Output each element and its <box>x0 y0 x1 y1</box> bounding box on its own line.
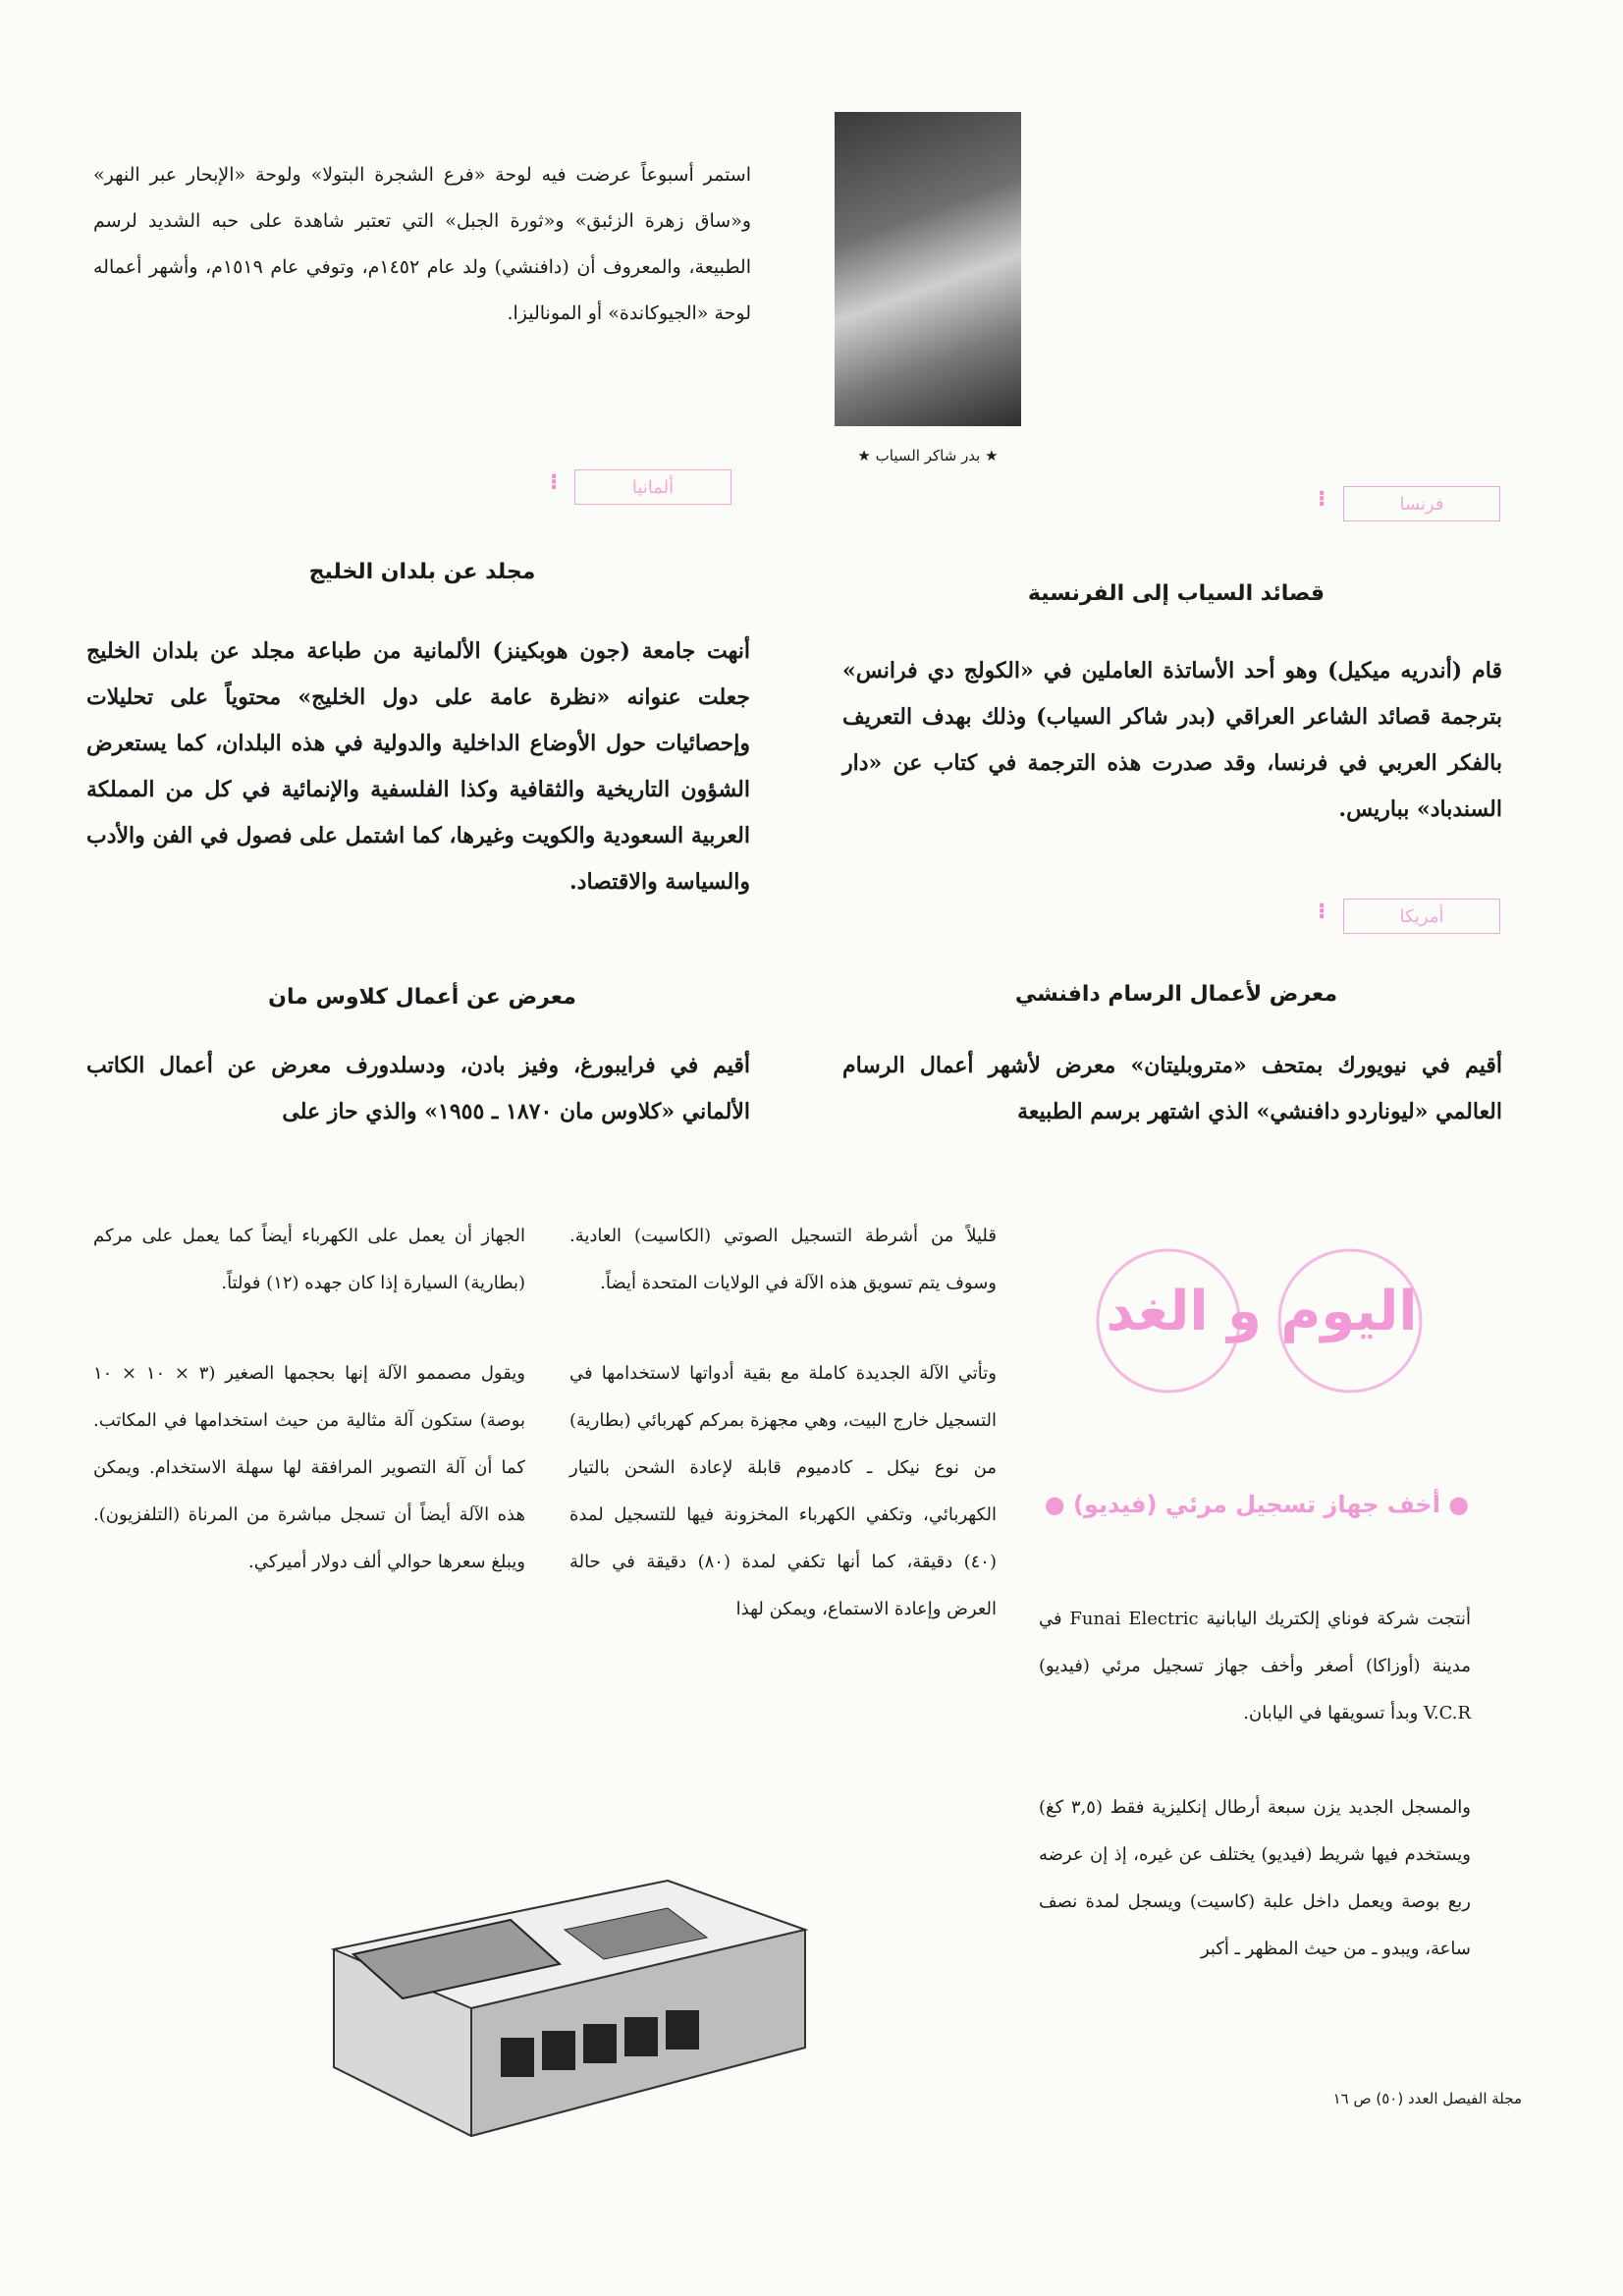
photo-caption: ★ بدر شاكر السياب ★ <box>857 447 999 465</box>
tag-marker-icon: ⁝ <box>550 470 559 495</box>
article-continuation: استمر أسبوعاً عرضت فيه لوحة «فرع الشجرة البتولا» ولوحة «الإبحار عبر النهر» و«ساق زهرة الزئبق» و«ثورة الجبل» التي تعتبر شاهدة على حبه الشديد لرسم الطبيعة، والمعروف أن (دافنشي) ولد عام ١٤٥٢م، وتوفي عام ١٥١٩م، وأشهر أعماله لوحة «الجيوكاندة» أو الموناليزا. <box>93 164 751 324</box>
country-tag-france <box>1343 486 1500 521</box>
logo-text: اليوم و الغد <box>1106 1280 1418 1343</box>
article-title: معرض لأعمال الرسام دافنشي <box>1014 982 1338 1007</box>
column-left-2: ويقول مصممو الآلة إنها بحجمها الصغير (٣ × ١٠ × ١٠ بوصة) ستكون آلة مثالية من حيث استخدامها في المكاتب. كما أن آلة التصوير المرافقة لها سهلة الاستخدام. ويمكن هذه الآلة أيضاً أن تسجل مباشرة من المرناة (التلفزيون). ويبلغ سعرها حوالي ألف دولار أميركي. <box>93 1363 526 1572</box>
country-tag-label: ألمانيا <box>574 469 731 505</box>
tag-marker-icon: ⁝ <box>1318 487 1326 512</box>
column-middle: قليلاً من أشرطة التسجيل الصوتي (الكاسيت) العادية. وسوف يتم تسويق هذه الآلة في الولايات المتحدة أيضاً. <box>569 1226 997 1293</box>
page-footer: مجلة الفيصل العدد (٥٠) ص ١٦ <box>1332 2090 1522 2107</box>
column-middle-2: وتأتي الآلة الجديدة كاملة مع بقية أدواتها لاستخدامها في التسجيل خارج البيت، وهي مجهزة بمركم كهربائي (بطارية) من نوع نيكل ـ كادميوم قابلة لإعادة الشحن بالتيار الكهربائي، وتكفي الكهرباء المخزونة فيها للتسجيل لمدة (٤٠) دقيقة، كما أنها تكفي لمدة (٨٠) دقيقة في حالة العرض وإعادة الاستماع، ويمكن لهذا <box>569 1363 997 1619</box>
article-title: قصائد السياب إلى الفرنسية <box>1027 581 1325 606</box>
country-tag-label: أمريكا <box>1343 899 1500 934</box>
vcr-illustration <box>314 1841 825 2156</box>
country-tag-america <box>1343 899 1500 934</box>
country-tag-germany <box>574 469 731 505</box>
article-body: قام (أندريه ميكيل) وهو أحد الأساتذة العاملين في «الكولج دي فرانس» بترجمة قصائد الشاعر العراقي (بدر شاكر السياب) وذلك بهدف التعريف بالفكر العربي في فرنسا، وقد صدرت هذه الترجمة في كتاب عن «دار السندباد» بباريس. <box>842 658 1502 822</box>
article-body: أقيم في فرايبورغ، وفيز بادن، ودسلدورف معرض عن أعمال الكاتب الألماني «كلاوس مان ١٨٧٠ ـ ١٩٥٥» والذي حاز على <box>86 1053 750 1124</box>
column-left: الجهاز أن يعمل على الكهرباء أيضاً كما يعمل على مركم (بطارية) السيارة إذا كان جهده (١٢) فولتاً. <box>93 1226 525 1293</box>
tag-marker-icon: ⁝ <box>1318 900 1326 924</box>
column-right: أنتجت شركة فوناي إلكتريك اليابانية Funai Electric في مدينة (أوزاكا) أصغر وأخف جهاز تسجيل مرئي (فيديو) V.C.R وبدأ تسويقها في اليابان. <box>1039 1609 1471 1723</box>
article-title: معرض عن أعمال كلاوس مان <box>268 985 576 1010</box>
author-photo <box>835 112 1021 426</box>
article-title: مجلد عن بلدان الخليج <box>308 560 536 584</box>
country-tag-label: فرنسا <box>1343 486 1500 521</box>
article-body: أقيم في نيويورك بمتحف «متروبليتان» معرض لأشهر أعمال الرسام العالمي «ليوناردو دافنشي» الذي اشتهر برسم الطبيعة <box>842 1053 1502 1124</box>
vcr-device-image <box>314 1841 825 2156</box>
column-right-2: والمسجل الجديد يزن سبعة أرطال إنكليزية فقط (٣,٥ كغ) ويستخدم فيها شريط (فيديو) يختلف عن غيره، إذ إن عرضه ربع بوصة ويعمل داخل علبة (كاسيت) ويسجل لمدة نصف ساعة، ويبدو ـ من حيث المظهر ـ أكبر <box>1039 1797 1472 1959</box>
article-body: أنهت جامعة (جون هوبكينز) الألمانية من طباعة مجلد عن بلدان الخليج جعلت عنوانه «نظرة عامة على دول الخليج» محتوياً على تحليلات وإحصائيات حول الأوضاع الداخلية والدولية في هذه البلدان، كما يستعرض الشؤون التاريخية والثقافية وكذا الفلسفية والإنمائية في كل من المملكة العربية السعودية والكويت وغيرها، كما اشتمل على فصول في الفن والأدب والسياسة والاقتصاد. <box>86 638 751 895</box>
section-logo <box>1065 1242 1458 1409</box>
section-title: ● أخف جهاز تسجيل مرئي (فيديو) ● <box>1044 1491 1470 1518</box>
